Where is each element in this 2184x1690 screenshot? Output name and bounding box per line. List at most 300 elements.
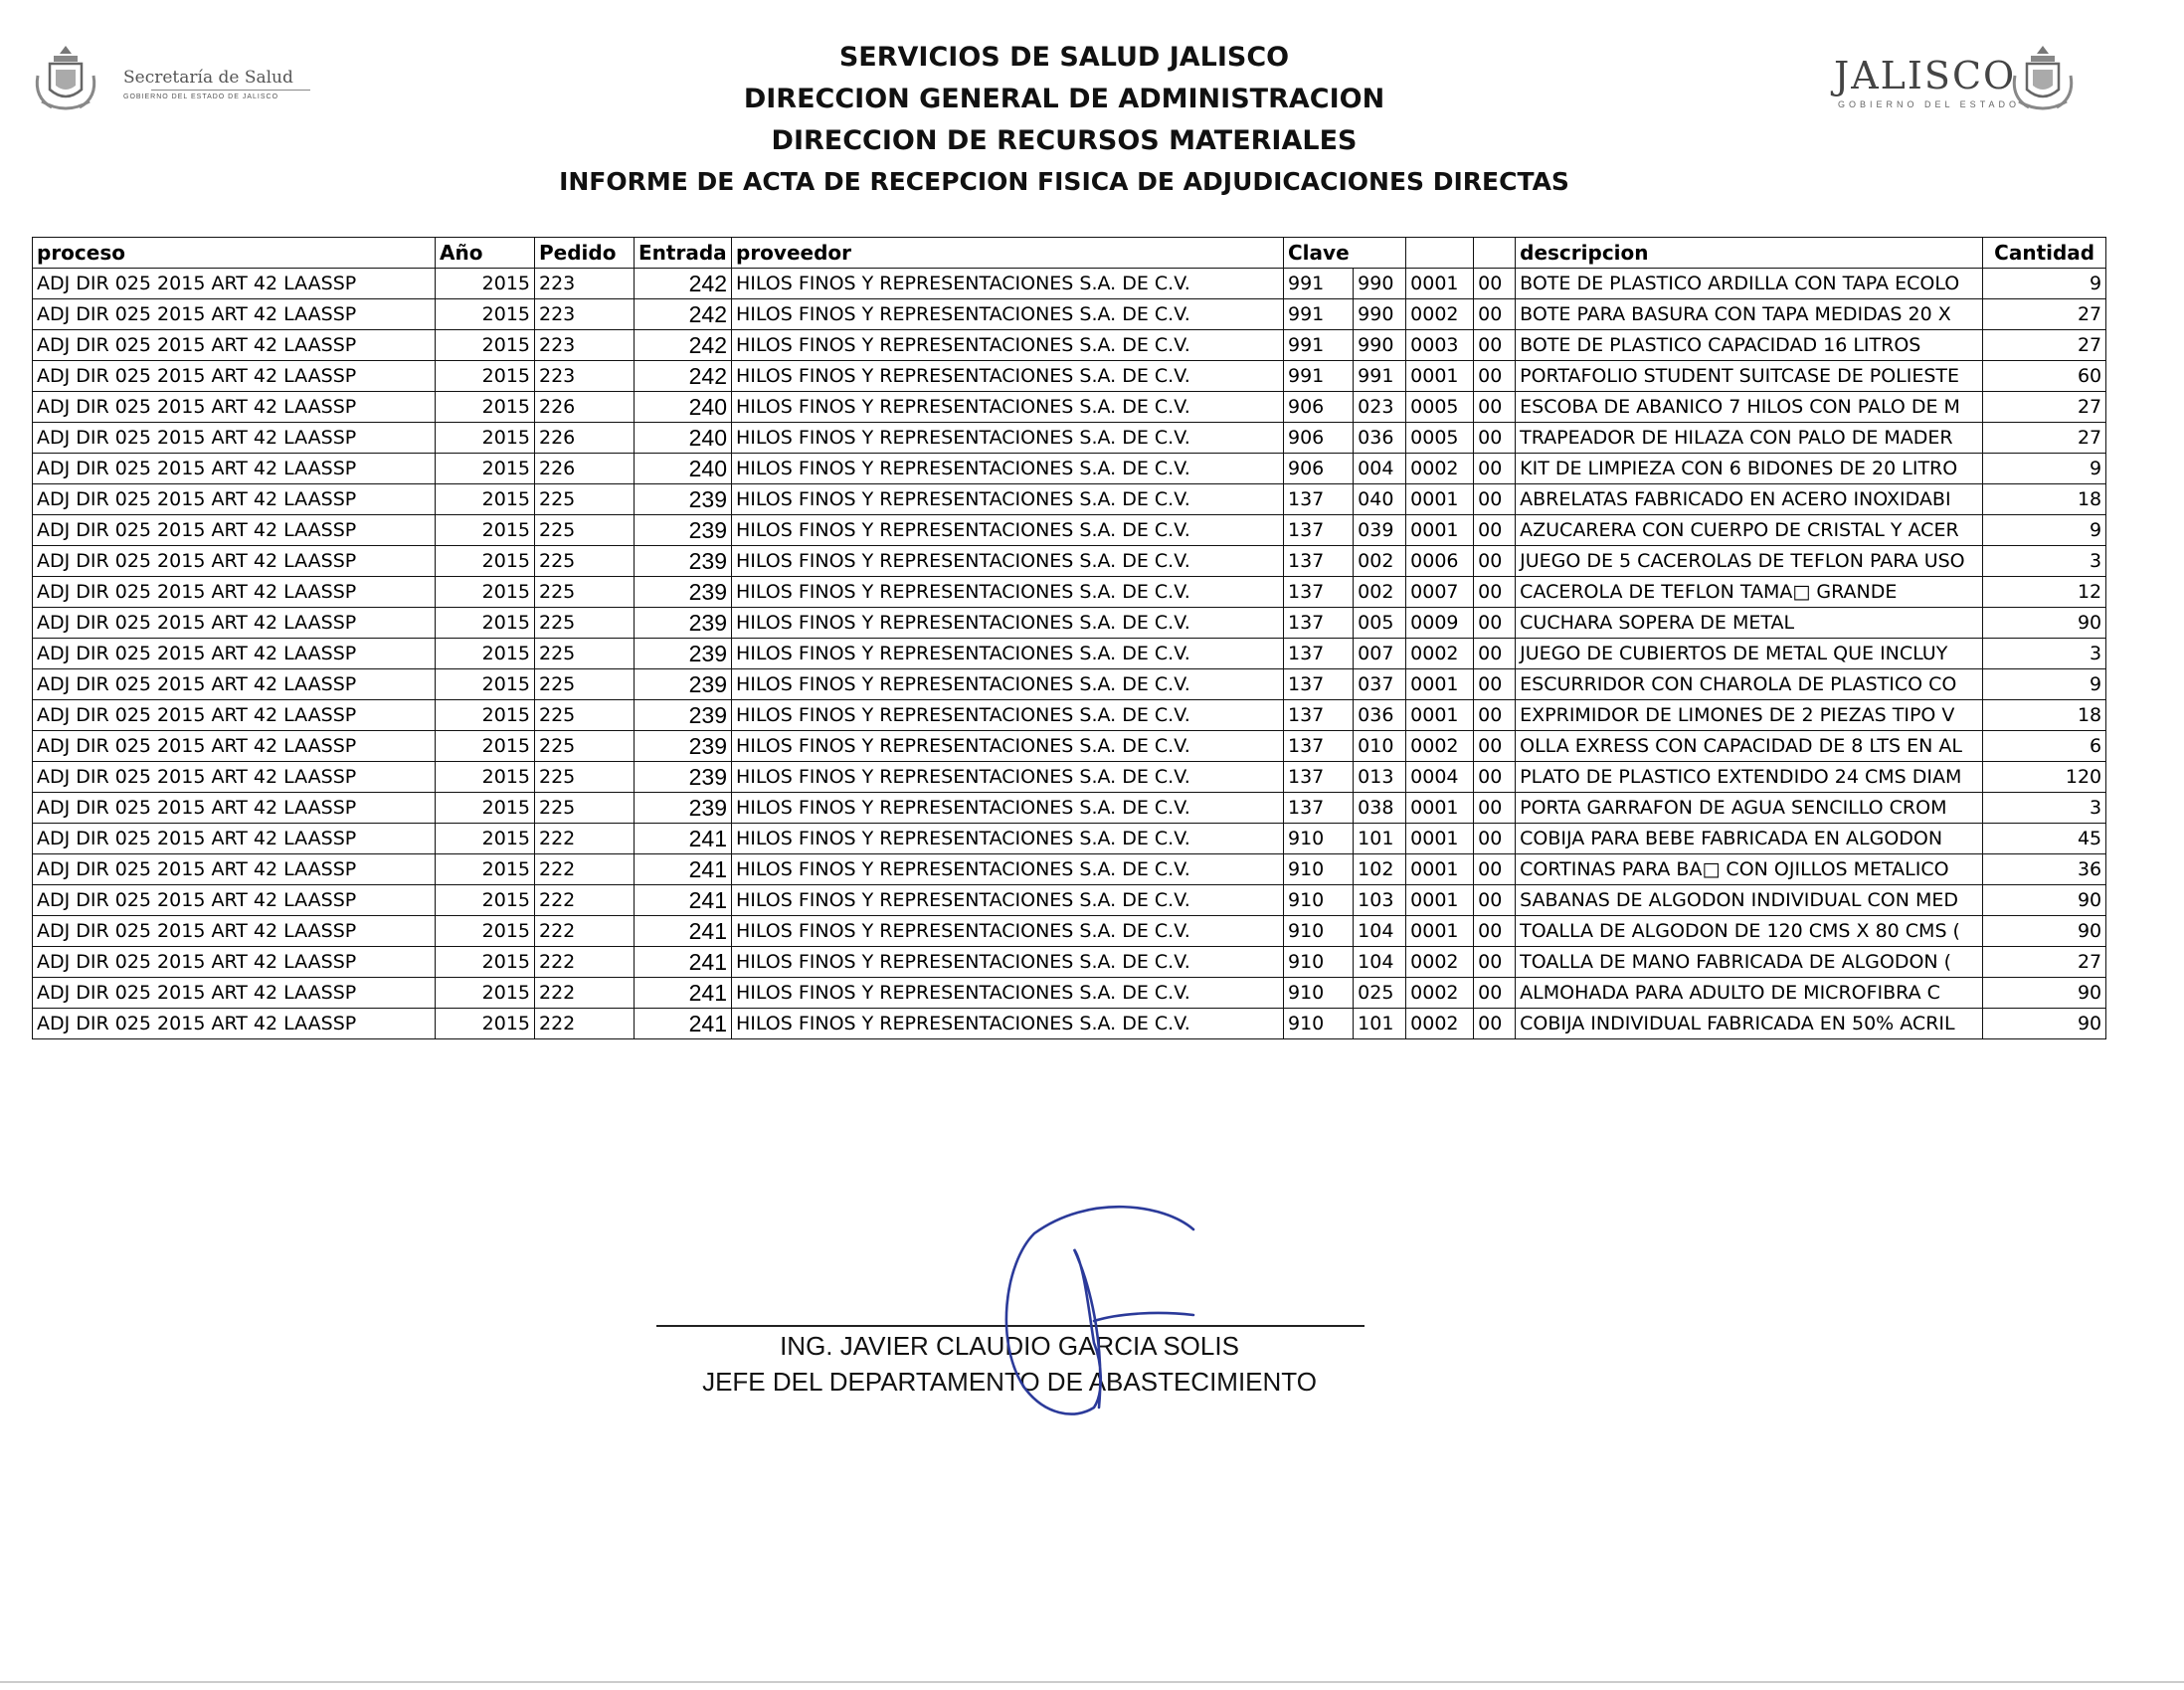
cell-clave-3: 0001 — [1406, 269, 1474, 299]
cell-entrada: 239 — [635, 700, 732, 731]
col-header-entrada: Entrada — [635, 238, 732, 269]
cell-proceso: ADJ DIR 025 2015 ART 42 LAASSP — [33, 669, 436, 700]
cell-cantidad: 90 — [1983, 885, 2106, 916]
cell-pedido: 225 — [535, 515, 635, 546]
cell-descripcion: OLLA EXRESS CON CAPACIDAD DE 8 LTS EN AL — [1516, 731, 1983, 762]
cell-cantidad: 90 — [1983, 608, 2106, 639]
cell-descripcion: ESCURRIDOR CON CHAROLA DE PLASTICO CO — [1516, 669, 1983, 700]
scan-edge — [0, 1681, 2184, 1683]
cell-anio: 2015 — [436, 854, 535, 885]
cell-entrada: 240 — [635, 392, 732, 423]
cell-proceso: ADJ DIR 025 2015 ART 42 LAASSP — [33, 700, 436, 731]
cell-clave-1: 910 — [1284, 1009, 1354, 1039]
cell-clave-2: 036 — [1354, 423, 1406, 454]
cell-proceso: ADJ DIR 025 2015 ART 42 LAASSP — [33, 947, 436, 978]
cell-proveedor: HILOS FINOS Y REPRESENTACIONES S.A. DE C.V. — [732, 916, 1284, 947]
cell-anio: 2015 — [436, 978, 535, 1009]
cell-anio: 2015 — [436, 546, 535, 577]
cell-cantidad: 120 — [1983, 762, 2106, 793]
cell-anio: 2015 — [436, 762, 535, 793]
cell-cantidad: 27 — [1983, 423, 2106, 454]
cell-entrada: 242 — [635, 361, 732, 392]
cell-descripcion: COBIJA INDIVIDUAL FABRICADA EN 50% ACRIL — [1516, 1009, 1983, 1039]
cell-proceso: ADJ DIR 025 2015 ART 42 LAASSP — [33, 978, 436, 1009]
cell-clave-1: 910 — [1284, 854, 1354, 885]
table-body — [33, 269, 2106, 1039]
cell-proceso: ADJ DIR 025 2015 ART 42 LAASSP — [33, 454, 436, 484]
cell-cantidad: 3 — [1983, 793, 2106, 824]
cell-descripcion: SABANAS DE ALGODON INDIVIDUAL CON MED — [1516, 885, 1983, 916]
cell-proceso: ADJ DIR 025 2015 ART 42 LAASSP — [33, 269, 436, 299]
cell-clave-2: 101 — [1354, 824, 1406, 854]
left-logo-subtext: GOBIERNO DEL ESTADO DE JALISCO — [123, 94, 279, 100]
table-header-row — [33, 238, 2106, 269]
cell-entrada: 240 — [635, 423, 732, 454]
cell-clave-4: 00 — [1474, 916, 1516, 947]
cell-proceso: ADJ DIR 025 2015 ART 42 LAASSP — [33, 762, 436, 793]
cell-clave-1: 906 — [1284, 392, 1354, 423]
signer-title: JEFE DEL DEPARTAMENTO DE ABASTECIMIENTO — [702, 1367, 1317, 1397]
cell-entrada: 239 — [635, 484, 732, 515]
cell-entrada: 241 — [635, 824, 732, 854]
col-header-anio: Año — [436, 238, 535, 269]
col-header-clave-3 — [1406, 238, 1474, 269]
cell-pedido: 223 — [535, 299, 635, 330]
cell-clave-4: 00 — [1474, 454, 1516, 484]
cell-pedido: 225 — [535, 546, 635, 577]
cell-entrada: 239 — [635, 515, 732, 546]
cell-clave-4: 00 — [1474, 639, 1516, 669]
cell-proveedor: HILOS FINOS Y REPRESENTACIONES S.A. DE C.V. — [732, 669, 1284, 700]
cell-pedido: 225 — [535, 762, 635, 793]
table-row — [33, 546, 2106, 577]
cell-clave-3: 0001 — [1406, 854, 1474, 885]
cell-entrada: 242 — [635, 269, 732, 299]
cell-clave-2: 990 — [1354, 269, 1406, 299]
cell-clave-2: 037 — [1354, 669, 1406, 700]
cell-anio: 2015 — [436, 916, 535, 947]
table-row — [33, 454, 2106, 484]
cell-clave-4: 00 — [1474, 669, 1516, 700]
cell-entrada: 239 — [635, 793, 732, 824]
cell-proceso: ADJ DIR 025 2015 ART 42 LAASSP — [33, 361, 436, 392]
cell-entrada: 241 — [635, 947, 732, 978]
table-row — [33, 577, 2106, 608]
table-row — [33, 1009, 2106, 1039]
cell-proveedor: HILOS FINOS Y REPRESENTACIONES S.A. DE C.V. — [732, 793, 1284, 824]
cell-proveedor: HILOS FINOS Y REPRESENTACIONES S.A. DE C.V. — [732, 546, 1284, 577]
cell-proceso: ADJ DIR 025 2015 ART 42 LAASSP — [33, 885, 436, 916]
cell-cantidad: 27 — [1983, 392, 2106, 423]
cell-cantidad: 27 — [1983, 330, 2106, 361]
cell-clave-4: 00 — [1474, 608, 1516, 639]
cell-clave-4: 00 — [1474, 762, 1516, 793]
cell-proceso: ADJ DIR 025 2015 ART 42 LAASSP — [33, 1009, 436, 1039]
cell-descripcion: ESCOBA DE ABANICO 7 HILOS CON PALO DE M — [1516, 392, 1983, 423]
cell-pedido: 222 — [535, 916, 635, 947]
cell-proveedor: HILOS FINOS Y REPRESENTACIONES S.A. DE C.V. — [732, 639, 1284, 669]
cell-proveedor: HILOS FINOS Y REPRESENTACIONES S.A. DE C.V. — [732, 269, 1284, 299]
table-row — [33, 361, 2106, 392]
cell-pedido: 225 — [535, 793, 635, 824]
cell-cantidad: 9 — [1983, 269, 2106, 299]
cell-anio: 2015 — [436, 577, 535, 608]
cell-clave-4: 00 — [1474, 885, 1516, 916]
cell-entrada: 242 — [635, 330, 732, 361]
cell-clave-2: 023 — [1354, 392, 1406, 423]
cell-pedido: 225 — [535, 639, 635, 669]
cell-clave-3: 0002 — [1406, 454, 1474, 484]
cell-proveedor: HILOS FINOS Y REPRESENTACIONES S.A. DE C.V. — [732, 824, 1284, 854]
cell-clave-2: 005 — [1354, 608, 1406, 639]
cell-pedido: 225 — [535, 731, 635, 762]
cell-proceso: ADJ DIR 025 2015 ART 42 LAASSP — [33, 577, 436, 608]
cell-clave-3: 0004 — [1406, 762, 1474, 793]
cell-cantidad: 27 — [1983, 299, 2106, 330]
cell-clave-2: 010 — [1354, 731, 1406, 762]
cell-clave-3: 0001 — [1406, 700, 1474, 731]
table-row — [33, 762, 2106, 793]
table-row — [33, 793, 2106, 824]
cell-descripcion: BOTE PARA BASURA CON TAPA MEDIDAS 20 X — [1516, 299, 1983, 330]
cell-cantidad: 9 — [1983, 515, 2106, 546]
col-header-clave: Clave — [1284, 238, 1354, 269]
cell-descripcion: PLATO DE PLASTICO EXTENDIDO 24 CMS DIAM — [1516, 762, 1983, 793]
cell-clave-3: 0001 — [1406, 885, 1474, 916]
table-row — [33, 299, 2106, 330]
cell-clave-2: 013 — [1354, 762, 1406, 793]
cell-anio: 2015 — [436, 484, 535, 515]
cell-clave-3: 0007 — [1406, 577, 1474, 608]
cell-pedido: 223 — [535, 269, 635, 299]
cell-clave-4: 00 — [1474, 947, 1516, 978]
title-servicios-salud: SERVICIOS DE SALUD JALISCO — [838, 42, 1290, 73]
col-header-proceso: proceso — [33, 238, 436, 269]
table-row — [33, 608, 2106, 639]
cell-clave-2: 025 — [1354, 978, 1406, 1009]
table-row — [33, 639, 2106, 669]
table-row — [33, 669, 2106, 700]
cell-anio: 2015 — [436, 639, 535, 669]
cell-cantidad: 90 — [1983, 916, 2106, 947]
cell-anio: 2015 — [436, 454, 535, 484]
cell-proceso: ADJ DIR 025 2015 ART 42 LAASSP — [33, 392, 436, 423]
cell-clave-1: 991 — [1284, 361, 1354, 392]
cell-cantidad: 6 — [1983, 731, 2106, 762]
cell-pedido: 226 — [535, 423, 635, 454]
cell-clave-1: 137 — [1284, 793, 1354, 824]
cell-clave-3: 0001 — [1406, 361, 1474, 392]
cell-descripcion: KIT DE LIMPIEZA CON 6 BIDONES DE 20 LITRO — [1516, 454, 1983, 484]
cell-descripcion: COBIJA PARA BEBE FABRICADA EN ALGODON — [1516, 824, 1983, 854]
table-row — [33, 423, 2106, 454]
cell-entrada: 239 — [635, 669, 732, 700]
cell-pedido: 222 — [535, 854, 635, 885]
cell-descripcion: TOALLA DE MANO FABRICADA DE ALGODON ( — [1516, 947, 1983, 978]
cell-pedido: 223 — [535, 361, 635, 392]
cell-clave-1: 137 — [1284, 731, 1354, 762]
cell-pedido: 222 — [535, 978, 635, 1009]
cell-proceso: ADJ DIR 025 2015 ART 42 LAASSP — [33, 854, 436, 885]
cell-proveedor: HILOS FINOS Y REPRESENTACIONES S.A. DE C.V. — [732, 731, 1284, 762]
table-row — [33, 392, 2106, 423]
cell-clave-1: 910 — [1284, 824, 1354, 854]
cell-pedido: 226 — [535, 392, 635, 423]
cell-descripcion: TOALLA DE ALGODON DE 120 CMS X 80 CMS ( — [1516, 916, 1983, 947]
cell-anio: 2015 — [436, 361, 535, 392]
cell-entrada: 241 — [635, 854, 732, 885]
cell-clave-2: 102 — [1354, 854, 1406, 885]
table-row — [33, 916, 2106, 947]
cell-entrada: 241 — [635, 885, 732, 916]
cell-entrada: 239 — [635, 639, 732, 669]
cell-proveedor: HILOS FINOS Y REPRESENTACIONES S.A. DE C.V. — [732, 608, 1284, 639]
col-header-clave-4 — [1474, 238, 1516, 269]
cell-proveedor: HILOS FINOS Y REPRESENTACIONES S.A. DE C.V. — [732, 947, 1284, 978]
cell-descripcion: CUCHARA SOPERA DE METAL — [1516, 608, 1983, 639]
cell-proveedor: HILOS FINOS Y REPRESENTACIONES S.A. DE C.V. — [732, 885, 1284, 916]
cell-clave-1: 910 — [1284, 978, 1354, 1009]
table-row — [33, 947, 2106, 978]
jalisco-wordmark: JALISCO — [1834, 54, 2017, 97]
cell-clave-2: 038 — [1354, 793, 1406, 824]
cell-clave-1: 137 — [1284, 546, 1354, 577]
cell-anio: 2015 — [436, 669, 535, 700]
cell-cantidad: 90 — [1983, 978, 2106, 1009]
cell-clave-2: 039 — [1354, 515, 1406, 546]
cell-clave-1: 137 — [1284, 484, 1354, 515]
cell-clave-4: 00 — [1474, 269, 1516, 299]
cell-clave-4: 00 — [1474, 361, 1516, 392]
cell-clave-3: 0009 — [1406, 608, 1474, 639]
cell-clave-4: 00 — [1474, 577, 1516, 608]
cell-clave-2: 002 — [1354, 577, 1406, 608]
cell-clave-3: 0001 — [1406, 824, 1474, 854]
cell-entrada: 239 — [635, 731, 732, 762]
cell-pedido: 225 — [535, 700, 635, 731]
cell-cantidad: 9 — [1983, 669, 2106, 700]
cell-clave-4: 00 — [1474, 793, 1516, 824]
cell-pedido: 225 — [535, 669, 635, 700]
cell-descripcion: CORTINAS PARA BA□ CON OJILLOS METALICO — [1516, 854, 1983, 885]
cell-pedido: 225 — [535, 484, 635, 515]
table-row — [33, 330, 2106, 361]
cell-clave-1: 910 — [1284, 885, 1354, 916]
cell-pedido: 222 — [535, 1009, 635, 1039]
cell-clave-3: 0005 — [1406, 423, 1474, 454]
cell-clave-3: 0006 — [1406, 546, 1474, 577]
cell-descripcion: PORTA GARRAFON DE AGUA SENCILLO CROM — [1516, 793, 1983, 824]
cell-proveedor: HILOS FINOS Y REPRESENTACIONES S.A. DE C.V. — [732, 392, 1284, 423]
cell-cantidad: 9 — [1983, 454, 2106, 484]
cell-cantidad: 18 — [1983, 700, 2106, 731]
cell-clave-2: 040 — [1354, 484, 1406, 515]
cell-proceso: ADJ DIR 025 2015 ART 42 LAASSP — [33, 330, 436, 361]
table-row — [33, 700, 2106, 731]
cell-clave-1: 137 — [1284, 577, 1354, 608]
cell-descripcion: JUEGO DE 5 CACEROLAS DE TEFLON PARA USO — [1516, 546, 1983, 577]
table-row — [33, 515, 2106, 546]
cell-proveedor: HILOS FINOS Y REPRESENTACIONES S.A. DE C.V. — [732, 454, 1284, 484]
cell-clave-4: 00 — [1474, 700, 1516, 731]
cell-descripcion: AZUCARERA CON CUERPO DE CRISTAL Y ACER — [1516, 515, 1983, 546]
cell-pedido: 222 — [535, 947, 635, 978]
cell-anio: 2015 — [436, 392, 535, 423]
cell-descripcion: JUEGO DE CUBIERTOS DE METAL QUE INCLUY — [1516, 639, 1983, 669]
cell-descripcion: PORTAFOLIO STUDENT SUITCASE DE POLIESTE — [1516, 361, 1983, 392]
cell-proveedor: HILOS FINOS Y REPRESENTACIONES S.A. DE C.V. — [732, 1009, 1284, 1039]
cell-entrada: 241 — [635, 1009, 732, 1039]
table-row — [33, 731, 2106, 762]
cell-anio: 2015 — [436, 731, 535, 762]
handwritten-signature — [995, 1194, 1233, 1422]
cell-cantidad: 36 — [1983, 854, 2106, 885]
cell-clave-4: 00 — [1474, 1009, 1516, 1039]
cell-proceso: ADJ DIR 025 2015 ART 42 LAASSP — [33, 423, 436, 454]
cell-descripcion: TRAPEADOR DE HILAZA CON PALO DE MADER — [1516, 423, 1983, 454]
cell-proceso: ADJ DIR 025 2015 ART 42 LAASSP — [33, 824, 436, 854]
cell-proceso: ADJ DIR 025 2015 ART 42 LAASSP — [33, 731, 436, 762]
title-direccion-recursos: DIRECCION DE RECURSOS MATERIALES — [771, 125, 1358, 156]
cell-clave-1: 910 — [1284, 916, 1354, 947]
col-header-clave-2 — [1354, 238, 1406, 269]
table-row — [33, 269, 2106, 299]
cell-clave-2: 007 — [1354, 639, 1406, 669]
cell-clave-3: 0002 — [1406, 639, 1474, 669]
cell-proveedor: HILOS FINOS Y REPRESENTACIONES S.A. DE C.V. — [732, 423, 1284, 454]
cell-anio: 2015 — [436, 423, 535, 454]
cell-proceso: ADJ DIR 025 2015 ART 42 LAASSP — [33, 639, 436, 669]
title-direccion-general: DIRECCION GENERAL DE ADMINISTRACION — [743, 84, 1385, 114]
cell-cantidad: 60 — [1983, 361, 2106, 392]
cell-anio: 2015 — [436, 299, 535, 330]
cell-pedido: 225 — [535, 608, 635, 639]
cell-clave-3: 0002 — [1406, 731, 1474, 762]
cell-proveedor: HILOS FINOS Y REPRESENTACIONES S.A. DE C.V. — [732, 978, 1284, 1009]
cell-clave-4: 00 — [1474, 731, 1516, 762]
cell-clave-2: 991 — [1354, 361, 1406, 392]
cell-anio: 2015 — [436, 700, 535, 731]
cell-clave-3: 0005 — [1406, 392, 1474, 423]
cell-pedido: 222 — [535, 885, 635, 916]
cell-clave-1: 137 — [1284, 762, 1354, 793]
cell-anio: 2015 — [436, 608, 535, 639]
cell-descripcion: BOTE DE PLASTICO CAPACIDAD 16 LITROS — [1516, 330, 1983, 361]
cell-descripcion: BOTE DE PLASTICO ARDILLA CON TAPA ECOLO — [1516, 269, 1983, 299]
cell-clave-4: 00 — [1474, 423, 1516, 454]
cell-clave-2: 104 — [1354, 916, 1406, 947]
cell-pedido: 222 — [535, 824, 635, 854]
cell-clave-4: 00 — [1474, 392, 1516, 423]
cell-cantidad: 3 — [1983, 546, 2106, 577]
cell-descripcion: ALMOHADA PARA ADULTO DE MICROFIBRA C — [1516, 978, 1983, 1009]
cell-anio: 2015 — [436, 885, 535, 916]
cell-anio: 2015 — [436, 515, 535, 546]
cell-entrada: 241 — [635, 916, 732, 947]
signer-name: ING. JAVIER CLAUDIO GARCIA SOLIS — [780, 1331, 1239, 1361]
cell-clave-1: 137 — [1284, 700, 1354, 731]
cell-clave-1: 991 — [1284, 330, 1354, 361]
cell-clave-1: 906 — [1284, 454, 1354, 484]
cell-clave-2: 004 — [1354, 454, 1406, 484]
table-row — [33, 484, 2106, 515]
cell-clave-3: 0002 — [1406, 299, 1474, 330]
cell-cantidad: 45 — [1983, 824, 2106, 854]
cell-clave-3: 0002 — [1406, 947, 1474, 978]
cell-proveedor: HILOS FINOS Y REPRESENTACIONES S.A. DE C.V. — [732, 762, 1284, 793]
cell-proveedor: HILOS FINOS Y REPRESENTACIONES S.A. DE C.V. — [732, 330, 1284, 361]
cell-clave-1: 137 — [1284, 639, 1354, 669]
cell-clave-1: 137 — [1284, 608, 1354, 639]
cell-clave-2: 101 — [1354, 1009, 1406, 1039]
cell-clave-3: 0001 — [1406, 515, 1474, 546]
left-logo-text: Secretaría de Salud — [123, 68, 293, 88]
cell-pedido: 223 — [535, 330, 635, 361]
cell-clave-2: 990 — [1354, 299, 1406, 330]
cell-entrada: 240 — [635, 454, 732, 484]
cell-proveedor: HILOS FINOS Y REPRESENTACIONES S.A. DE C.V. — [732, 484, 1284, 515]
cell-clave-1: 991 — [1284, 269, 1354, 299]
table-row — [33, 978, 2106, 1009]
cell-anio: 2015 — [436, 793, 535, 824]
cell-clave-4: 00 — [1474, 330, 1516, 361]
cell-proveedor: HILOS FINOS Y REPRESENTACIONES S.A. DE C.V. — [732, 854, 1284, 885]
cell-proveedor: HILOS FINOS Y REPRESENTACIONES S.A. DE C.V. — [732, 299, 1284, 330]
cell-clave-1: 910 — [1284, 947, 1354, 978]
cell-cantidad: 12 — [1983, 577, 2106, 608]
cell-proceso: ADJ DIR 025 2015 ART 42 LAASSP — [33, 546, 436, 577]
cell-cantidad: 18 — [1983, 484, 2106, 515]
cell-proceso: ADJ DIR 025 2015 ART 42 LAASSP — [33, 515, 436, 546]
cell-clave-2: 036 — [1354, 700, 1406, 731]
cell-clave-3: 0002 — [1406, 978, 1474, 1009]
cell-cantidad: 27 — [1983, 947, 2106, 978]
cell-entrada: 241 — [635, 978, 732, 1009]
cell-anio: 2015 — [436, 269, 535, 299]
cell-proveedor: HILOS FINOS Y REPRESENTACIONES S.A. DE C.V. — [732, 515, 1284, 546]
cell-anio: 2015 — [436, 947, 535, 978]
cell-descripcion: ABRELATAS FABRICADO EN ACERO INOXIDABI — [1516, 484, 1983, 515]
reception-table — [32, 237, 2106, 1039]
cell-proveedor: HILOS FINOS Y REPRESENTACIONES S.A. DE C.V. — [732, 700, 1284, 731]
cell-entrada: 242 — [635, 299, 732, 330]
cell-clave-3: 0001 — [1406, 793, 1474, 824]
jalisco-subtext: GOBIERNO DEL ESTADO — [1838, 99, 2021, 109]
cell-clave-3: 0001 — [1406, 669, 1474, 700]
cell-clave-2: 104 — [1354, 947, 1406, 978]
cell-entrada: 239 — [635, 608, 732, 639]
cell-proceso: ADJ DIR 025 2015 ART 42 LAASSP — [33, 608, 436, 639]
cell-clave-2: 002 — [1354, 546, 1406, 577]
cell-entrada: 239 — [635, 762, 732, 793]
cell-clave-3: 0003 — [1406, 330, 1474, 361]
table-row — [33, 854, 2106, 885]
col-header-cantidad: Cantidad — [1983, 238, 2106, 269]
cell-clave-1: 137 — [1284, 515, 1354, 546]
cell-pedido: 225 — [535, 577, 635, 608]
cell-pedido: 226 — [535, 454, 635, 484]
cell-clave-4: 00 — [1474, 546, 1516, 577]
cell-anio: 2015 — [436, 824, 535, 854]
cell-anio: 2015 — [436, 1009, 535, 1039]
cell-clave-3: 0001 — [1406, 916, 1474, 947]
cell-clave-4: 00 — [1474, 854, 1516, 885]
report-title: INFORME DE ACTA DE RECEPCION FISICA DE ADJUDICACIONES DIRECTAS — [559, 167, 1569, 196]
col-header-descripcion: descripcion — [1516, 238, 1983, 269]
cell-descripcion: EXPRIMIDOR DE LIMONES DE 2 PIEZAS TIPO V — [1516, 700, 1983, 731]
cell-entrada: 239 — [635, 546, 732, 577]
cell-clave-2: 103 — [1354, 885, 1406, 916]
